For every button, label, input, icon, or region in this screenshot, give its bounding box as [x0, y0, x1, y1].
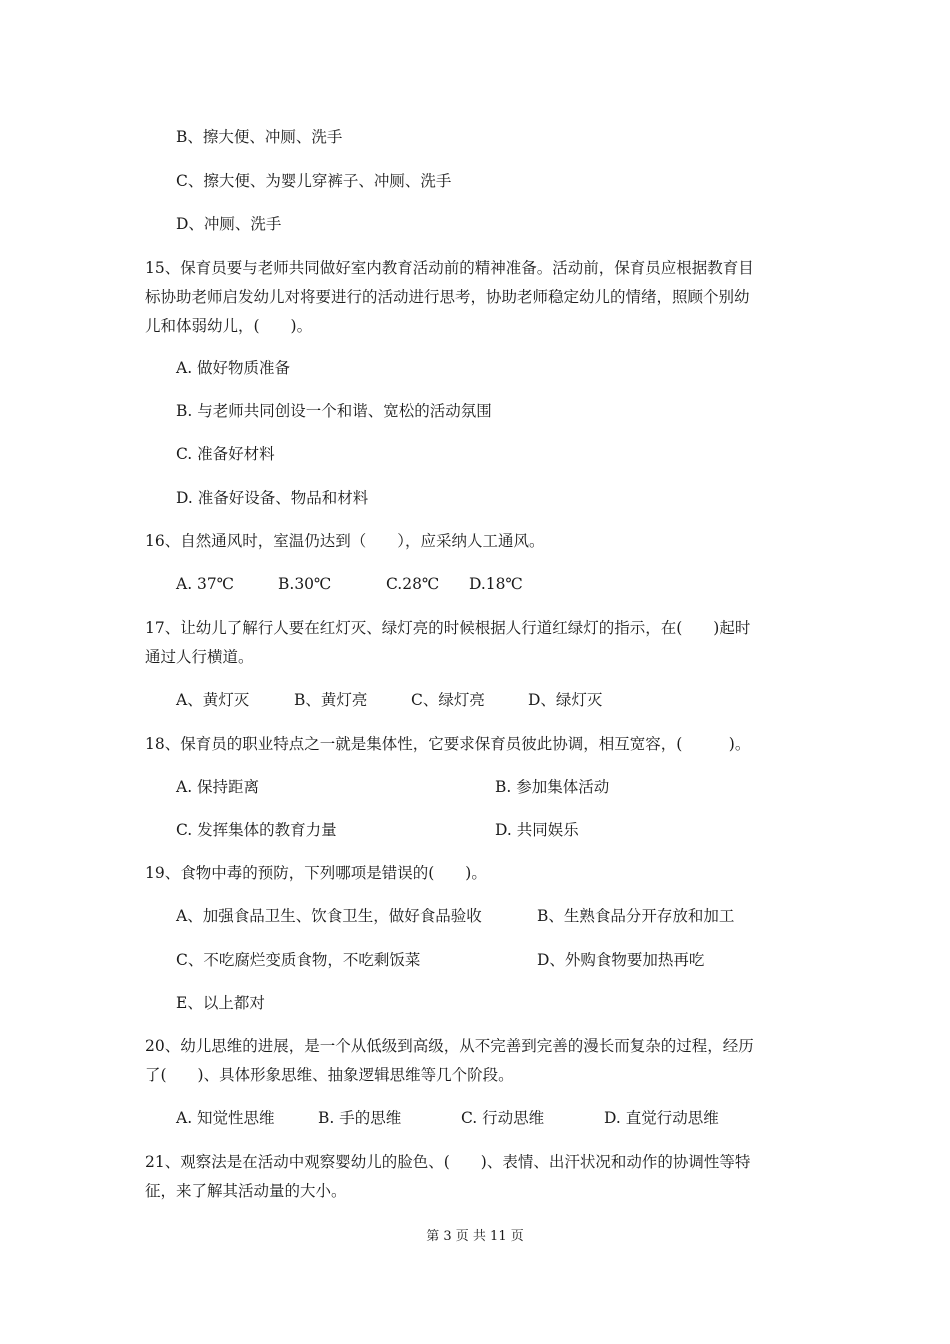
q15-option-b: B. 与老师共同创设一个和谐、宽松的活动氛围: [176, 402, 492, 420]
question-19: 19、食物中毒的预防，下列哪项是错误的( )。: [145, 864, 487, 882]
q20-option-d: D. 直觉行动思维: [604, 1109, 719, 1127]
question-20-line-1: 20、幼儿思维的进展，是一个从低级到高级，从不完善到完善的漫长而复杂的过程，经历: [145, 1037, 754, 1055]
q16-option-b: B.30℃: [278, 575, 332, 593]
question-21-line-2: 征，来了解其活动量的大小。: [145, 1182, 347, 1200]
option-d: D、冲厕、洗手: [176, 215, 282, 233]
question-15-line-2: 标协助老师启发幼儿对将要进行的活动进行思考，协助老师稳定幼儿的情绪，照顾个别幼: [145, 288, 750, 306]
q20-option-c: C. 行动思维: [461, 1109, 545, 1127]
q18-option-d: D. 共同娱乐: [495, 821, 579, 839]
q15-option-a: A. 做好物质准备: [176, 359, 291, 377]
question-17-line-1: 17、让幼儿了解行人要在红灯灭、绿灯亮的时候根据人行道红绿灯的指示，在( )起时: [145, 619, 751, 637]
q18-option-a: A. 保持距离: [176, 778, 260, 796]
q19-option-c: C、不吃腐烂变质食物，不吃剩饭菜: [176, 951, 421, 969]
q17-option-d: D、绿灯灭: [528, 691, 603, 709]
q20-option-b: B. 手的思维: [318, 1109, 402, 1127]
q19-option-b: B、生熟食品分开存放和加工: [537, 907, 735, 925]
q16-option-d: D.18℃: [469, 575, 523, 593]
q19-option-e: E、以上都对: [176, 994, 265, 1012]
q17-option-a: A、黄灯灭: [176, 691, 250, 709]
question-15-line-3: 儿和体弱幼儿，( )。: [145, 317, 313, 335]
option-b: B、擦大便、冲厕、洗手: [176, 128, 343, 146]
q18-option-b: B. 参加集体活动: [495, 778, 610, 796]
q20-option-a: A. 知觉性思维: [176, 1109, 275, 1127]
question-15-line-1: 15、保育员要与老师共同做好室内教育活动前的精神准备。活动前，保育员应根据教育目: [145, 259, 754, 277]
q17-option-c: C、绿灯亮: [411, 691, 485, 709]
q18-option-c: C. 发挥集体的教育力量: [176, 821, 337, 839]
question-16: 16、自然通风时，室温仍达到（ ），应采纳人工通风。: [145, 532, 545, 550]
page-number-footer: 第 3 页 共 11 页: [426, 1229, 524, 1244]
q15-option-c: C. 准备好材料: [176, 445, 275, 463]
q19-option-a: A、加强食品卫生、饮食卫生，做好食品验收: [176, 907, 482, 925]
option-c: C、擦大便、为婴儿穿裤子、冲厕、洗手: [176, 172, 452, 190]
q16-option-a: A. 37℃: [176, 575, 235, 593]
q16-option-c: C.28℃: [386, 575, 440, 593]
q15-option-d: D. 准备好设备、物品和材料: [176, 489, 369, 507]
question-18: 18、保育员的职业特点之一就是集体性，它要求保育员彼此协调，相互宽容，( )。: [145, 735, 751, 753]
question-17-line-2: 通过人行横道。: [145, 648, 254, 666]
q19-option-d: D、外购食物要加热再吃: [537, 951, 705, 969]
question-20-line-2: 了( )、具体形象思维、抽象逻辑思维等几个阶段。: [145, 1066, 514, 1084]
q17-option-b: B、黄灯亮: [294, 691, 368, 709]
question-21-line-1: 21、观察法是在活动中观察婴幼儿的脸色、( )、表情、出汗状况和动作的协调性等特: [145, 1153, 751, 1171]
